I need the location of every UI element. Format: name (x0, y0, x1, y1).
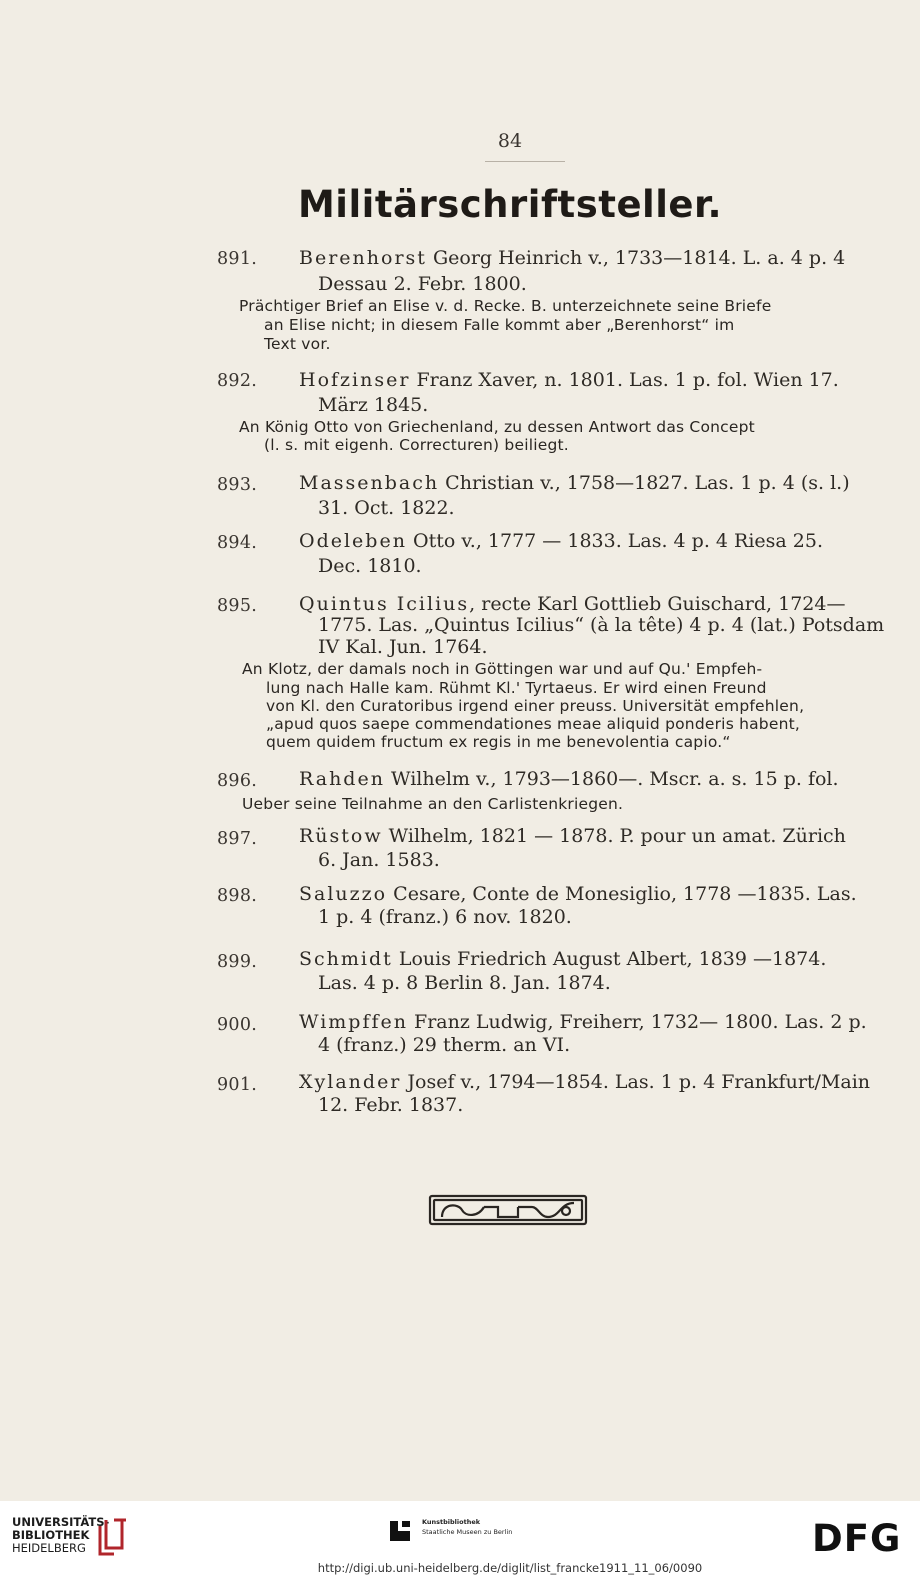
entry-details: , recte Karl Gottlieb Guischard, 1724— (469, 593, 846, 615)
entry-name: Schmidt (299, 948, 393, 970)
entry-note-line: An König Otto von Griechenland, zu dessen Antwort das Concept (239, 418, 755, 436)
entry-number: 897. (217, 829, 258, 849)
entry-line (299, 369, 839, 391)
entry-line: Dessau 2. Febr. 1800. (318, 273, 527, 295)
entry-details: Cesare, Conte de Monesiglio, 1778 —1835. Las. (387, 883, 857, 905)
entry-line: 6. Jan. 1583. (318, 849, 440, 871)
entry-line (299, 1071, 870, 1093)
entry-number: 892. (217, 371, 258, 391)
entry-details: Franz Ludwig, Freiherr, 1732— 1800. Las. 2 p. (408, 1011, 867, 1033)
entry-details: Wilhelm v., 1793—1860—. Mscr. a. s. 15 p. fol. (384, 768, 839, 790)
entry-line: Dec. 1810. (318, 555, 422, 577)
entry-line: Las. 4 p. 8 Berlin 8. Jan. 1874. (318, 972, 611, 994)
kunstbibliothek-subtitle: Staatliche Museen zu Berlin (422, 1528, 513, 1536)
entry-name: Hofzinser (299, 369, 411, 391)
entry-note-line: an Elise nicht; in diesem Falle kommt aber „Berenhorst“ im (264, 316, 735, 334)
entry-number: 896. (217, 771, 258, 791)
entry-line (299, 948, 826, 970)
entry-line: 4 (franz.) 29 therm. an VI. (318, 1034, 571, 1056)
entry-line: März 1845. (318, 394, 429, 416)
library-name-line2: BIBLIOTHEK (12, 1528, 90, 1542)
entry-line: 1 p. 4 (franz.) 6 nov. 1820. (318, 906, 572, 928)
entry-line (299, 247, 845, 269)
entry-line (299, 593, 845, 615)
entry-note-line: von Kl. den Curatoribus irgend einer preuss. Universität empfehlen, (266, 697, 805, 715)
entry-name: Rüstow (299, 825, 383, 847)
entry-details: Josef v., 1794—1854. Las. 1 p. 4 Frankfurt/Main (401, 1071, 871, 1093)
entry-note-line: quem quidem fructum ex regis in me benevolentia capio.“ (266, 733, 731, 751)
ornament-icon (428, 1193, 588, 1227)
entry-line (299, 472, 850, 494)
entry-line (299, 825, 846, 847)
library-mark-icon (94, 1514, 128, 1560)
entry-line (299, 530, 823, 552)
entry-line (299, 1011, 867, 1033)
entry-number: 893. (217, 475, 258, 495)
kunstbibliothek-name: Kunstbibliothek (422, 1518, 481, 1526)
page-number: 84 (497, 130, 523, 152)
section-title: Militärschriftsteller. (297, 183, 723, 226)
entry-line: 12. Febr. 1837. (318, 1094, 464, 1116)
entry-details: Christian v., 1758—1827. Las. 1 p. 4 (s. l.) (439, 472, 850, 494)
entry-details: Otto v., 1777 — 1833. Las. 4 p. 4 Riesa 25. (406, 530, 824, 552)
entry-number: 891. (217, 249, 258, 269)
entry-line: 31. Oct. 1822. (318, 497, 455, 519)
entry-line (299, 883, 857, 905)
entry-name: Wimpffen (299, 1011, 408, 1033)
entry-details: Louis Friedrich August Albert, 1839 —1874. (392, 948, 827, 970)
entry-number: 901. (217, 1075, 258, 1095)
library-name-line1: UNIVERSITÄTS- (12, 1515, 110, 1529)
entry-number: 898. (217, 886, 258, 906)
entry-note-line: lung nach Halle kam. Rühmt Kl.' Tyrtaeus. Er wird einen Freund (266, 679, 767, 697)
entry-number: 894. (217, 533, 258, 553)
entry-note-line: Ueber seine Teilnahme an den Carlistenkriegen. (242, 795, 624, 813)
entry-name: Xylander (299, 1071, 402, 1093)
entry-number: 899. (217, 952, 258, 972)
entry-details: Wilhelm, 1821 — 1878. P. pour un amat. Zürich (382, 825, 846, 847)
entry-number: 895. (217, 596, 258, 616)
entry-line (299, 768, 839, 790)
entry-details: Franz Xaver, n. 1801. Las. 1 p. fol. Wien 17. (410, 369, 839, 391)
entry-name: Rahden (299, 768, 385, 790)
entry-note-line: Text vor. (264, 335, 331, 353)
entry-details: Georg Heinrich v., 1733—1814. L. a. 4 p. 4 (426, 247, 846, 269)
entry-name: Massenbach (299, 472, 440, 494)
entry-line: IV Kal. Jun. 1764. (318, 636, 488, 658)
entry-note-line: „apud quos saepe commendationes meae aliquid ponderis habent, (266, 715, 801, 733)
page-number-rule (485, 161, 565, 162)
dfg-logo: DFG (812, 1517, 902, 1560)
kunstbibliothek-label (422, 1517, 512, 1537)
entry-note-line: (l. s. mit eigenh. Correcturen) beiliegt. (264, 436, 569, 454)
entry-number: 900. (217, 1015, 258, 1035)
kunstbibliothek-logo-icon (388, 1519, 414, 1543)
entry-name: Quintus Icilius (299, 593, 470, 615)
entry-name: Odeleben (299, 530, 407, 552)
library-name-line3: HEIDELBERG (12, 1541, 86, 1555)
entry-name: Berenhorst (299, 247, 427, 269)
entry-line: 1775. Las. „Quintus Icilius“ (à la tête) 4 p. 4 (lat.) Potsdam (318, 614, 885, 636)
entry-note-line: An Klotz, der damals noch in Göttingen war und auf Qu.' Empfeh- (242, 660, 763, 678)
entry-name: Saluzzo (299, 883, 388, 905)
source-url-link[interactable]: http://digi.ub.uni-heidelberg.de/diglit/list_francke1911_11_06/0090 (317, 1561, 703, 1575)
entry-note-line: Prächtiger Brief an Elise v. d. Recke. B. unterzeichnete seine Briefe (239, 297, 772, 315)
